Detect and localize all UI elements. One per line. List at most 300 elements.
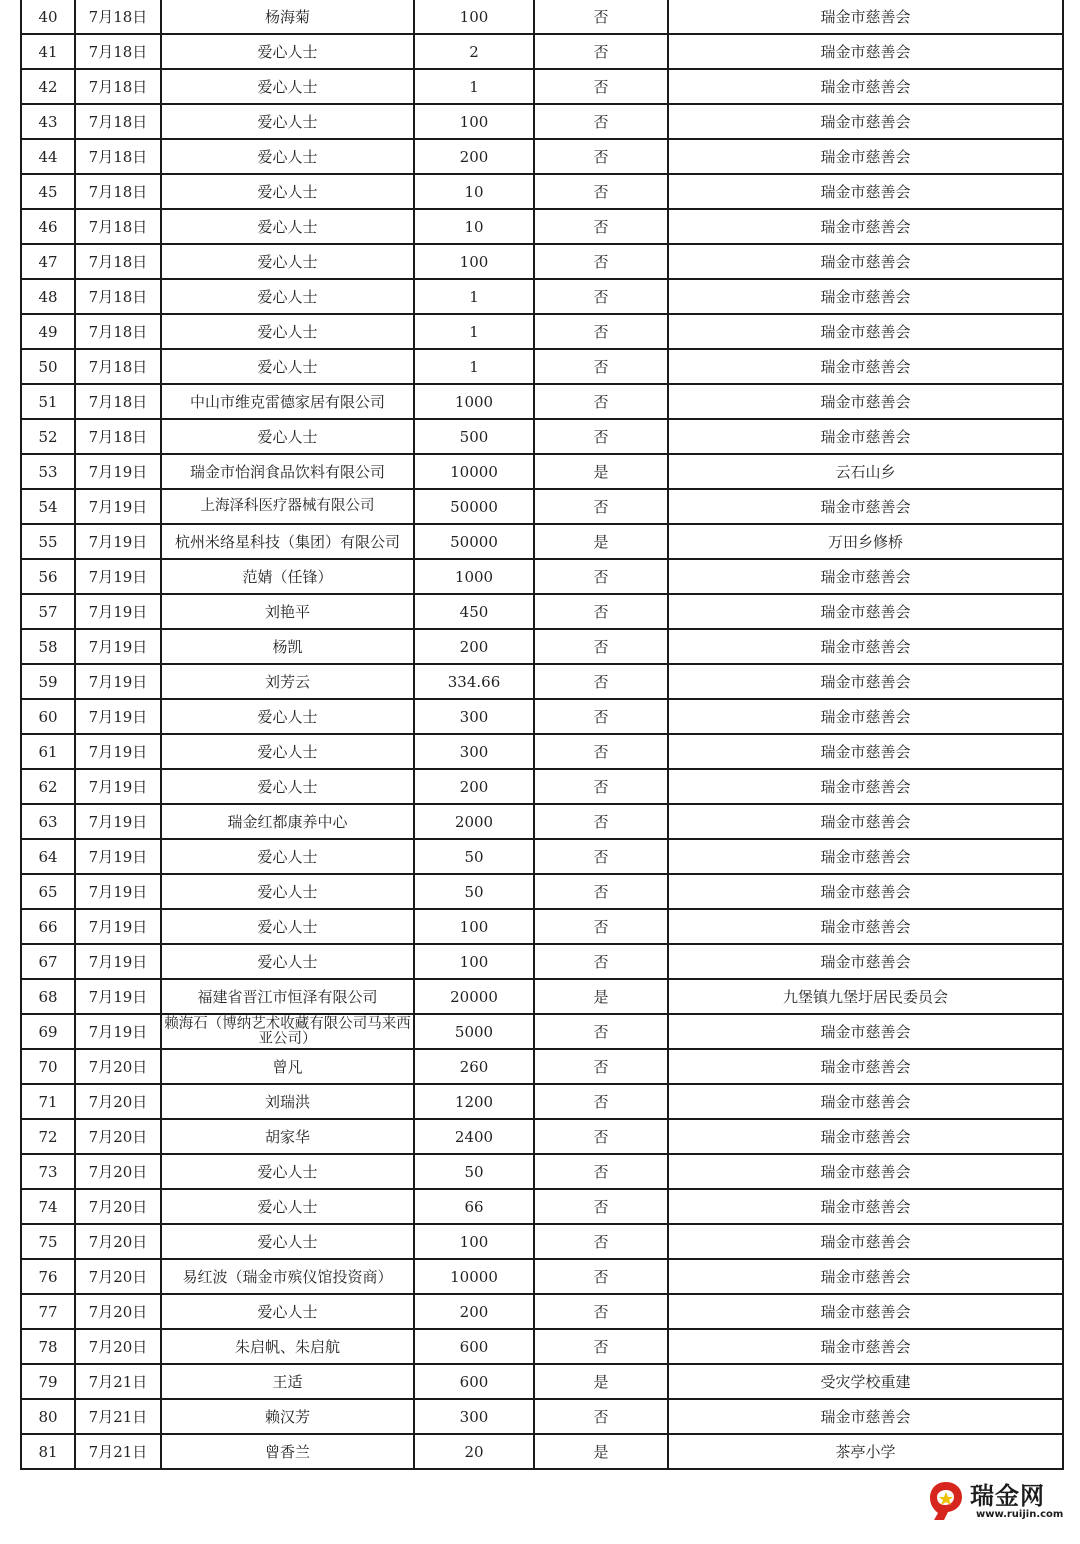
date-cell: 7月20日 (75, 1189, 161, 1224)
designated-flag-cell: 否 (534, 209, 668, 244)
row-number-cell: 54 (21, 489, 75, 524)
designated-flag-cell: 是 (534, 454, 668, 489)
destination-cell: 瑞金市慈善会 (668, 699, 1063, 734)
amount-cell: 100 (414, 0, 534, 34)
amount-cell: 50000 (414, 524, 534, 559)
amount-cell: 1200 (414, 1084, 534, 1119)
destination-cell: 瑞金市慈善会 (668, 909, 1063, 944)
date-cell: 7月19日 (75, 489, 161, 524)
donor-cell: 中山市维克雷德家居有限公司 (161, 384, 414, 419)
designated-flag-cell: 否 (534, 314, 668, 349)
designated-flag-cell: 否 (534, 734, 668, 769)
designated-flag-cell: 否 (534, 594, 668, 629)
row-number-cell: 60 (21, 699, 75, 734)
table-row (21, 69, 1063, 104)
designated-flag-cell: 否 (534, 944, 668, 979)
table-row (21, 559, 1063, 594)
destination-cell: 瑞金市慈善会 (668, 209, 1063, 244)
row-number-cell: 50 (21, 349, 75, 384)
date-cell: 7月18日 (75, 104, 161, 139)
designated-flag-cell: 否 (534, 69, 668, 104)
row-number-cell: 68 (21, 979, 75, 1014)
date-cell: 7月19日 (75, 559, 161, 594)
donor-cell: 爱心人士 (161, 874, 414, 909)
date-cell: 7月20日 (75, 1259, 161, 1294)
table-row (21, 104, 1063, 139)
donor-cell: 瑞金市怡润食品饮料有限公司 (161, 454, 414, 489)
destination-cell: 瑞金市慈善会 (668, 944, 1063, 979)
amount-cell: 5000 (414, 1014, 534, 1049)
amount-cell: 1 (414, 314, 534, 349)
table-row (21, 944, 1063, 979)
amount-cell: 50 (414, 839, 534, 874)
donor-cell: 爱心人士 (161, 139, 414, 174)
designated-flag-cell: 否 (534, 664, 668, 699)
designated-flag-cell: 是 (534, 979, 668, 1014)
table-row (21, 1084, 1063, 1119)
destination-cell: 瑞金市慈善会 (668, 1224, 1063, 1259)
designated-flag-cell: 否 (534, 1294, 668, 1329)
designated-flag-cell: 否 (534, 139, 668, 174)
destination-cell: 瑞金市慈善会 (668, 139, 1063, 174)
row-number-cell: 53 (21, 454, 75, 489)
date-cell: 7月19日 (75, 1014, 161, 1049)
amount-cell: 2000 (414, 804, 534, 839)
donor-cell: 杭州米络星科技（集团）有限公司 (161, 524, 414, 559)
table-row (21, 384, 1063, 419)
donor-cell: 爱心人士 (161, 769, 414, 804)
table-row (21, 174, 1063, 209)
donor-cell: 爱心人士 (161, 1224, 414, 1259)
date-cell: 7月18日 (75, 69, 161, 104)
row-number-cell: 72 (21, 1119, 75, 1154)
date-cell: 7月18日 (75, 384, 161, 419)
amount-cell: 450 (414, 594, 534, 629)
amount-cell: 200 (414, 769, 534, 804)
donor-cell: 爱心人士 (161, 349, 414, 384)
date-cell: 7月21日 (75, 1364, 161, 1399)
date-cell: 7月19日 (75, 979, 161, 1014)
donor-cell: 刘瑞洪 (161, 1084, 414, 1119)
date-cell: 7月19日 (75, 909, 161, 944)
row-number-cell: 79 (21, 1364, 75, 1399)
designated-flag-cell: 是 (534, 1434, 668, 1469)
row-number-cell: 58 (21, 629, 75, 664)
donor-cell: 爱心人士 (161, 699, 414, 734)
donor-cell: 易红波（瑞金市殡仪馆投资商） (161, 1259, 414, 1294)
amount-cell: 1000 (414, 559, 534, 594)
date-cell: 7月19日 (75, 454, 161, 489)
donor-cell: 爱心人士 (161, 244, 414, 279)
row-number-cell: 62 (21, 769, 75, 804)
donor-cell: 范婧（任锋） (161, 559, 414, 594)
destination-cell: 瑞金市慈善会 (668, 0, 1063, 34)
row-number-cell: 63 (21, 804, 75, 839)
destination-cell: 瑞金市慈善会 (668, 489, 1063, 524)
donor-cell: 杨凯 (161, 629, 414, 664)
table-row (21, 769, 1063, 804)
table-row (21, 1189, 1063, 1224)
amount-cell: 20000 (414, 979, 534, 1014)
amount-cell: 20 (414, 1434, 534, 1469)
destination-cell: 瑞金市慈善会 (668, 1154, 1063, 1189)
site-watermark (924, 1474, 1074, 1530)
amount-cell: 300 (414, 1399, 534, 1434)
designated-flag-cell: 是 (534, 524, 668, 559)
donor-cell: 爱心人士 (161, 104, 414, 139)
row-number-cell: 43 (21, 104, 75, 139)
destination-cell: 瑞金市慈善会 (668, 734, 1063, 769)
table-row (21, 629, 1063, 664)
donor-cell: 刘艳平 (161, 594, 414, 629)
destination-cell: 瑞金市慈善会 (668, 1119, 1063, 1154)
destination-cell: 瑞金市慈善会 (668, 104, 1063, 139)
date-cell: 7月20日 (75, 1049, 161, 1084)
amount-cell: 50 (414, 1154, 534, 1189)
destination-cell: 瑞金市慈善会 (668, 69, 1063, 104)
watermark-title: 瑞金网 (970, 1482, 1045, 1510)
destination-cell: 瑞金市慈善会 (668, 1049, 1063, 1084)
destination-cell: 瑞金市慈善会 (668, 839, 1063, 874)
donation-table (20, 0, 1064, 1470)
row-number-cell: 40 (21, 0, 75, 34)
table-row (21, 0, 1063, 34)
destination-cell: 瑞金市慈善会 (668, 664, 1063, 699)
donor-cell: 爱心人士 (161, 734, 414, 769)
donor-cell: 爱心人士 (161, 209, 414, 244)
destination-cell: 瑞金市慈善会 (668, 1399, 1063, 1434)
row-number-cell: 70 (21, 1049, 75, 1084)
table-row (21, 979, 1063, 1014)
date-cell: 7月18日 (75, 0, 161, 34)
designated-flag-cell: 否 (534, 1189, 668, 1224)
date-cell: 7月20日 (75, 1294, 161, 1329)
donor-cell: 爱心人士 (161, 34, 414, 69)
amount-cell: 10 (414, 209, 534, 244)
destination-cell: 茶亭小学 (668, 1434, 1063, 1469)
donor-cell: 福建省晋江市恒泽有限公司 (161, 979, 414, 1014)
designated-flag-cell: 否 (534, 419, 668, 454)
donor-cell: 爱心人士 (161, 909, 414, 944)
designated-flag-cell: 否 (534, 244, 668, 279)
designated-flag-cell: 否 (534, 1049, 668, 1084)
table-row (21, 1434, 1063, 1469)
date-cell: 7月19日 (75, 524, 161, 559)
donor-cell: 爱心人士 (161, 174, 414, 209)
amount-cell: 1 (414, 69, 534, 104)
date-cell: 7月19日 (75, 699, 161, 734)
designated-flag-cell: 否 (534, 769, 668, 804)
destination-cell: 瑞金市慈善会 (668, 629, 1063, 664)
table-row (21, 419, 1063, 454)
donor-cell: 爱心人士 (161, 314, 414, 349)
row-number-cell: 65 (21, 874, 75, 909)
amount-cell: 300 (414, 699, 534, 734)
designated-flag-cell: 是 (534, 1364, 668, 1399)
designated-flag-cell: 否 (534, 804, 668, 839)
row-number-cell: 42 (21, 69, 75, 104)
row-number-cell: 71 (21, 1084, 75, 1119)
donor-cell: 曾凡 (161, 1049, 414, 1084)
row-number-cell: 48 (21, 279, 75, 314)
destination-cell: 九堡镇九堡圩居民委员会 (668, 979, 1063, 1014)
designated-flag-cell: 否 (534, 629, 668, 664)
destination-cell: 瑞金市慈善会 (668, 244, 1063, 279)
donor-cell: 刘芳云 (161, 664, 414, 699)
date-cell: 7月19日 (75, 594, 161, 629)
destination-cell: 瑞金市慈善会 (668, 1189, 1063, 1224)
row-number-cell: 44 (21, 139, 75, 174)
table-row (21, 489, 1063, 524)
table-row (21, 1119, 1063, 1154)
amount-cell: 100 (414, 104, 534, 139)
destination-cell: 瑞金市慈善会 (668, 874, 1063, 909)
donor-cell: 赖海石（博纳艺术收藏有限公司马来西亚公司） (161, 1014, 414, 1049)
row-number-cell: 46 (21, 209, 75, 244)
date-cell: 7月20日 (75, 1329, 161, 1364)
table-row (21, 209, 1063, 244)
date-cell: 7月18日 (75, 209, 161, 244)
destination-cell: 瑞金市慈善会 (668, 1259, 1063, 1294)
designated-flag-cell: 否 (534, 349, 668, 384)
designated-flag-cell: 否 (534, 909, 668, 944)
table-row (21, 909, 1063, 944)
row-number-cell: 56 (21, 559, 75, 594)
donation-table-body (21, 0, 1063, 1469)
amount-cell: 10 (414, 174, 534, 209)
designated-flag-cell: 否 (534, 1259, 668, 1294)
date-cell: 7月19日 (75, 769, 161, 804)
donor-cell: 爱心人士 (161, 1294, 414, 1329)
amount-cell: 334.66 (414, 664, 534, 699)
destination-cell: 万田乡修桥 (668, 524, 1063, 559)
row-number-cell: 73 (21, 1154, 75, 1189)
amount-cell: 50000 (414, 489, 534, 524)
table-row (21, 874, 1063, 909)
donor-cell: 爱心人士 (161, 839, 414, 874)
table-row (21, 1294, 1063, 1329)
row-number-cell: 67 (21, 944, 75, 979)
row-number-cell: 41 (21, 34, 75, 69)
designated-flag-cell: 否 (534, 1329, 668, 1364)
table-row (21, 839, 1063, 874)
table-row (21, 1329, 1063, 1364)
designated-flag-cell: 否 (534, 0, 668, 34)
table-row (21, 314, 1063, 349)
date-cell: 7月20日 (75, 1224, 161, 1259)
amount-cell: 260 (414, 1049, 534, 1084)
table-row (21, 1224, 1063, 1259)
watermark-url: www.ruijin.com (976, 1509, 1064, 1520)
amount-cell: 600 (414, 1329, 534, 1364)
table-row (21, 804, 1063, 839)
row-number-cell: 77 (21, 1294, 75, 1329)
donor-cell: 杨海菊 (161, 0, 414, 34)
row-number-cell: 49 (21, 314, 75, 349)
designated-flag-cell: 否 (534, 874, 668, 909)
destination-cell: 受灾学校重建 (668, 1364, 1063, 1399)
amount-cell: 200 (414, 139, 534, 174)
destination-cell: 瑞金市慈善会 (668, 769, 1063, 804)
date-cell: 7月19日 (75, 839, 161, 874)
amount-cell: 600 (414, 1364, 534, 1399)
donor-cell: 爱心人士 (161, 1189, 414, 1224)
destination-cell: 瑞金市慈善会 (668, 594, 1063, 629)
amount-cell: 2 (414, 34, 534, 69)
table-row (21, 524, 1063, 559)
date-cell: 7月21日 (75, 1434, 161, 1469)
row-number-cell: 57 (21, 594, 75, 629)
date-cell: 7月20日 (75, 1119, 161, 1154)
destination-cell: 瑞金市慈善会 (668, 384, 1063, 419)
designated-flag-cell: 否 (534, 1399, 668, 1434)
table-row (21, 1014, 1063, 1049)
designated-flag-cell: 否 (534, 559, 668, 594)
date-cell: 7月21日 (75, 1399, 161, 1434)
table-row (21, 34, 1063, 69)
table-row (21, 699, 1063, 734)
destination-cell: 瑞金市慈善会 (668, 34, 1063, 69)
destination-cell: 瑞金市慈善会 (668, 1329, 1063, 1364)
donor-cell: 胡家华 (161, 1119, 414, 1154)
designated-flag-cell: 否 (534, 1119, 668, 1154)
row-number-cell: 64 (21, 839, 75, 874)
donor-cell: 爱心人士 (161, 944, 414, 979)
date-cell: 7月19日 (75, 629, 161, 664)
date-cell: 7月18日 (75, 34, 161, 69)
donor-cell: 赖汉芳 (161, 1399, 414, 1434)
table-row (21, 594, 1063, 629)
date-cell: 7月18日 (75, 174, 161, 209)
designated-flag-cell: 否 (534, 699, 668, 734)
designated-flag-cell: 否 (534, 34, 668, 69)
row-number-cell: 81 (21, 1434, 75, 1469)
date-cell: 7月18日 (75, 314, 161, 349)
row-number-cell: 80 (21, 1399, 75, 1434)
destination-cell: 瑞金市慈善会 (668, 349, 1063, 384)
date-cell: 7月20日 (75, 1154, 161, 1189)
designated-flag-cell: 否 (534, 1154, 668, 1189)
donor-cell: 朱启帆、朱启航 (161, 1329, 414, 1364)
donor-cell: 曾香兰 (161, 1434, 414, 1469)
date-cell: 7月19日 (75, 804, 161, 839)
donor-cell: 爱心人士 (161, 69, 414, 104)
destination-cell: 瑞金市慈善会 (668, 559, 1063, 594)
donor-cell: 爱心人士 (161, 279, 414, 314)
row-number-cell: 52 (21, 419, 75, 454)
date-cell: 7月19日 (75, 874, 161, 909)
destination-cell: 瑞金市慈善会 (668, 1294, 1063, 1329)
amount-cell: 1000 (414, 384, 534, 419)
date-cell: 7月18日 (75, 279, 161, 314)
row-number-cell: 55 (21, 524, 75, 559)
amount-cell: 500 (414, 419, 534, 454)
table-row (21, 1364, 1063, 1399)
date-cell: 7月18日 (75, 419, 161, 454)
row-number-cell: 61 (21, 734, 75, 769)
donor-cell: 王适 (161, 1364, 414, 1399)
table-row (21, 1049, 1063, 1084)
date-cell: 7月18日 (75, 139, 161, 174)
amount-cell: 10000 (414, 454, 534, 489)
amount-cell: 200 (414, 629, 534, 664)
donor-cell: 爱心人士 (161, 419, 414, 454)
amount-cell: 100 (414, 244, 534, 279)
destination-cell: 瑞金市慈善会 (668, 804, 1063, 839)
designated-flag-cell: 否 (534, 279, 668, 314)
donor-cell: 上海泽科医疗器械有限公司 (161, 489, 414, 524)
designated-flag-cell: 否 (534, 839, 668, 874)
date-cell: 7月19日 (75, 664, 161, 699)
designated-flag-cell: 否 (534, 1014, 668, 1049)
amount-cell: 66 (414, 1189, 534, 1224)
donor-cell: 爱心人士 (161, 1154, 414, 1189)
row-number-cell: 59 (21, 664, 75, 699)
designated-flag-cell: 否 (534, 489, 668, 524)
row-number-cell: 69 (21, 1014, 75, 1049)
table-row (21, 734, 1063, 769)
designated-flag-cell: 否 (534, 104, 668, 139)
table-row (21, 664, 1063, 699)
row-number-cell: 45 (21, 174, 75, 209)
amount-cell: 10000 (414, 1259, 534, 1294)
destination-cell: 瑞金市慈善会 (668, 314, 1063, 349)
designated-flag-cell: 否 (534, 1084, 668, 1119)
amount-cell: 50 (414, 874, 534, 909)
amount-cell: 300 (414, 734, 534, 769)
row-number-cell: 47 (21, 244, 75, 279)
designated-flag-cell: 否 (534, 174, 668, 209)
table-row (21, 454, 1063, 489)
row-number-cell: 75 (21, 1224, 75, 1259)
date-cell: 7月18日 (75, 349, 161, 384)
table-row (21, 349, 1063, 384)
date-cell: 7月20日 (75, 1084, 161, 1119)
table-row (21, 244, 1063, 279)
row-number-cell: 66 (21, 909, 75, 944)
row-number-cell: 78 (21, 1329, 75, 1364)
destination-cell: 瑞金市慈善会 (668, 419, 1063, 454)
table-row (21, 279, 1063, 314)
designated-flag-cell: 否 (534, 384, 668, 419)
amount-cell: 100 (414, 944, 534, 979)
donor-cell: 瑞金红都康养中心 (161, 804, 414, 839)
destination-cell: 瑞金市慈善会 (668, 1014, 1063, 1049)
ruijin-logo-icon (924, 1478, 968, 1522)
destination-cell: 云石山乡 (668, 454, 1063, 489)
date-cell: 7月18日 (75, 244, 161, 279)
table-row (21, 1399, 1063, 1434)
destination-cell: 瑞金市慈善会 (668, 279, 1063, 314)
row-number-cell: 74 (21, 1189, 75, 1224)
designated-flag-cell: 否 (534, 1224, 668, 1259)
row-number-cell: 76 (21, 1259, 75, 1294)
amount-cell: 100 (414, 909, 534, 944)
amount-cell: 100 (414, 1224, 534, 1259)
table-row (21, 1259, 1063, 1294)
destination-cell: 瑞金市慈善会 (668, 174, 1063, 209)
date-cell: 7月19日 (75, 944, 161, 979)
table-row (21, 1154, 1063, 1189)
amount-cell: 200 (414, 1294, 534, 1329)
amount-cell: 1 (414, 349, 534, 384)
amount-cell: 2400 (414, 1119, 534, 1154)
date-cell: 7月19日 (75, 734, 161, 769)
row-number-cell: 51 (21, 384, 75, 419)
table-row (21, 139, 1063, 174)
destination-cell: 瑞金市慈善会 (668, 1084, 1063, 1119)
amount-cell: 1 (414, 279, 534, 314)
